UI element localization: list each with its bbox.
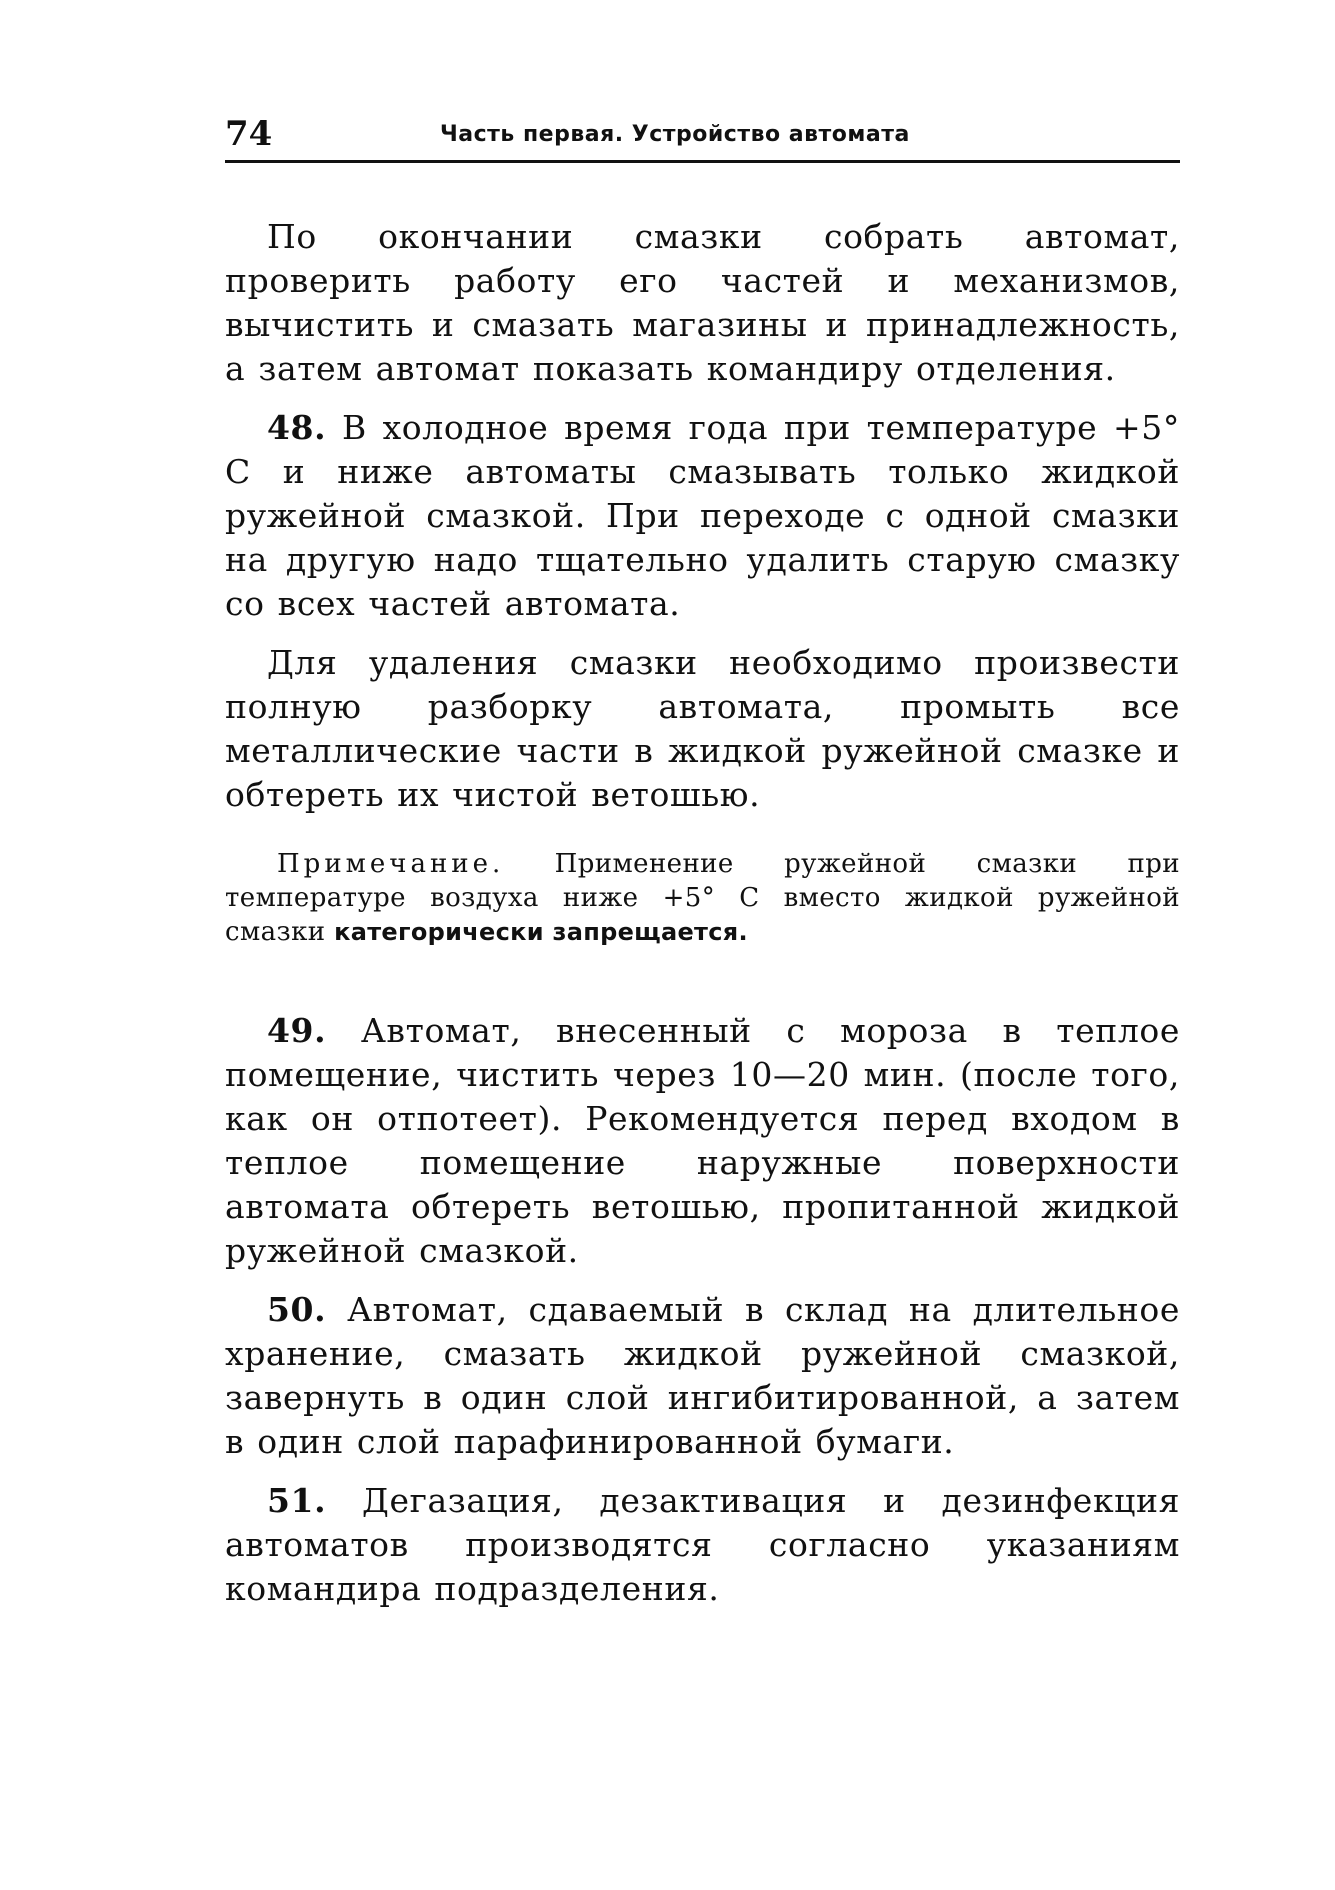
- paragraph-number: 50.: [267, 1290, 327, 1329]
- paragraph-50: [225, 1288, 1180, 1464]
- body-text: [225, 215, 1180, 1611]
- book-page: [225, 112, 1180, 1626]
- running-title: Часть первая. Устройство автомата: [440, 122, 910, 147]
- paragraph-cleaning-end: [225, 215, 1180, 391]
- running-head: [225, 112, 1180, 163]
- paragraph-48: [225, 406, 1180, 626]
- paragraph-text: Автомат, сдаваемый в склад на длительное хранение, смазать жидкой ружейной смазкой, завернуть в один слой ингибитированной, а затем в один слой парафинированной бумаги.: [225, 1290, 1180, 1461]
- paragraph-text: Дегазация, дезактивация и дезинфекция автоматов производятся согласно указаниям командира подразделения.: [225, 1481, 1180, 1608]
- paragraph-number: 51.: [267, 1481, 327, 1520]
- paragraph-text: По окончании смазки собрать автомат, проверить работу его частей и механизмов, вычистить и смазать магазины и принадлежность, а затем автомат показать командиру отделения.: [225, 217, 1180, 388]
- paragraph-text: Для удаления смазки необходимо произвести полную разборку автомата, промыть все металлические части в жидкой ружейной смазке и обтереть их чистой ветошью.: [225, 643, 1180, 814]
- page-number: 74: [225, 114, 273, 154]
- paragraph-text: В холодное время года при температуре +5° С и ниже автоматы смазывать только жидкой ружейной смазкой. При переходе с одной смазки на другую надо тщательно удалить старую смазку со всех частей автомата.: [225, 408, 1180, 623]
- note-block: [225, 847, 1180, 949]
- paragraph-51: [225, 1479, 1180, 1611]
- paragraph-grease-removal: [225, 641, 1180, 817]
- paragraph-49: [225, 1009, 1180, 1273]
- paragraph-number: 49.: [267, 1011, 327, 1050]
- note-label: Примечание.: [277, 849, 505, 879]
- note-emphasis: категорически запрещается.: [334, 918, 748, 946]
- paragraph-number: 48.: [267, 408, 327, 447]
- note-text: Применение ружейной смазки при температуре воздуха ниже +5° С вместо жидкой ружейной смазки: [225, 849, 1180, 947]
- paragraph-text: Автомат, внесенный с мороза в теплое помещение, чистить через 10—20 мин. (после того, как он отпотеет). Рекомендуется перед входом в теплое помещение наружные поверхности автомата обтереть ветошью, пропитанной жидкой ружейной смазкой.: [225, 1011, 1180, 1270]
